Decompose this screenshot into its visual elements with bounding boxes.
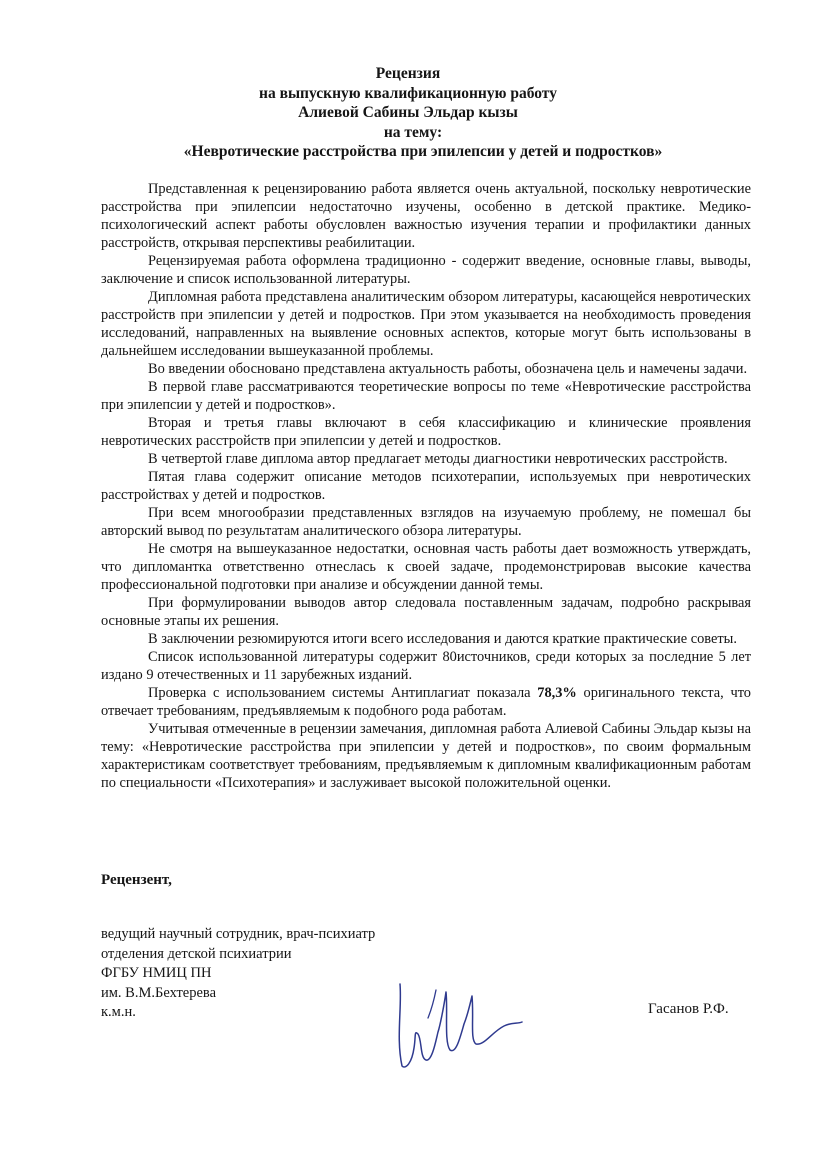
reviewer-position: ведущий научный сотрудник, врач-психиатр <box>101 926 376 942</box>
subtitle-thesis: на выпускную квалификационную работу <box>259 84 557 102</box>
thesis-topic: «Невротические расстройства при эпилепсии у детей и подростков» <box>183 143 663 160</box>
paragraph: В четвертой главе диплома автор предлагает методы диагностики невротических расстройств. <box>148 451 728 467</box>
paragraph: Список использованной литературы содержит 80источников, среди которых за последние 5 лет издано 9 отечественных и 11 зарубежных изданий. <box>101 649 751 683</box>
paragraph-conclusion: Учитывая отмеченные в рецензии замечания, дипломная работа Алиевой Сабины Эльдар кызы на тему: «Невротические расстройства при эпилепсии у детей и подростков», по своим формальным характеристикам соответствует требованиям, предъявляемым к дипломным квалификационным работам по специальности «Психотерапия» и заслуживает высокой положительной оценки. <box>101 721 751 791</box>
student-name: Алиевой Сабины Эльдар кызы <box>298 104 518 121</box>
paragraph: Представленная к рецензированию работа является очень актуальной, поскольку невротические расстройства при эпилепсии недостаточно изучены, особенно в детской практике. Медико-психологический аспект работы обусловлен важностью изучения терапии и профилактики данных расстройств, открывая перспективы реабилитации. <box>101 181 751 251</box>
antiplagiat-text: Проверка с использованием системы Антиплагиат показала <box>148 685 538 701</box>
reviewer-degree: к.м.н. <box>101 1004 136 1020</box>
document-title: Рецензия <box>375 65 441 82</box>
reviewer-institution: ФГБУ НМИЦ ПН <box>101 965 212 981</box>
paragraph: В первой главе рассматриваются теоретические вопросы по теме «Невротические расстройства при эпилепсии у детей и подростков». <box>101 379 751 413</box>
reviewer-heading: Рецензент, <box>101 872 172 888</box>
paragraph: Пятая глава содержит описание методов психотерапии, используемых при невротических расстройствах у детей и подростков. <box>101 469 751 503</box>
paragraph: Дипломная работа представлена аналитическим обзором литературы, касающейся невротических расстройств при эпилепсии у детей и подростков. При этом указывается на необходимость проведения исследований, направленных на выявление основных аспектов, которые могут быть использованы в дальнейшем исследовании вышеуказанной проблемы. <box>101 289 751 359</box>
topic-label: на тему: <box>383 123 443 141</box>
reviewer-department: отделения детской психиатрии <box>101 945 292 962</box>
handwritten-signature <box>388 978 528 1073</box>
paragraph: В заключении резюмируются итоги всего исследования и даются краткие практические советы. <box>148 631 737 647</box>
reviewer-name: Гасанов Р.Ф. <box>648 1001 729 1017</box>
paragraph: Не смотря на вышеуказанное недостатки, основная часть работы дает возможность утверждать, что дипломантка ответственно отнеслась к своей задаче, продемонстрировав высокие качества профессиональной подготовки при анализе и обсуждении данной темы. <box>101 541 751 593</box>
paragraph: При всем многообразии представленных взглядов на изучаемую проблему, не помешал бы авторский вывод по результатам аналитического обзора литературы. <box>101 505 751 539</box>
paragraph: Во введении обосновано представлена актуальность работы, обозначена цель и намечены задачи. <box>148 361 748 377</box>
originality-percent: 78,3% <box>537 685 577 701</box>
paragraph: Рецензируемая работа оформлена традиционно - содержит введение, основные главы, выводы, заключение и список использованной литературы. <box>101 253 751 287</box>
paragraph: Вторая и третья главы включают в себя классификацию и клинические проявления невротических расстройств при эпилепсии у детей и подростков. <box>101 415 751 449</box>
review-body <box>101 180 751 792</box>
paragraph: При формулировании выводов автор следовала поставленным задачам, подробно раскрывая основные этапы их решения. <box>101 595 751 629</box>
reviewer-credentials <box>101 925 375 1023</box>
paragraph-antiplagiat <box>101 684 751 720</box>
reviewer-institution-name: им. В.М.Бехтерева <box>101 984 217 1001</box>
document-header <box>0 64 816 162</box>
antiplagiat-text-end: оригинального текста, что отвечает требованиям, предъявляемым к подобного рода работам. <box>101 685 751 719</box>
